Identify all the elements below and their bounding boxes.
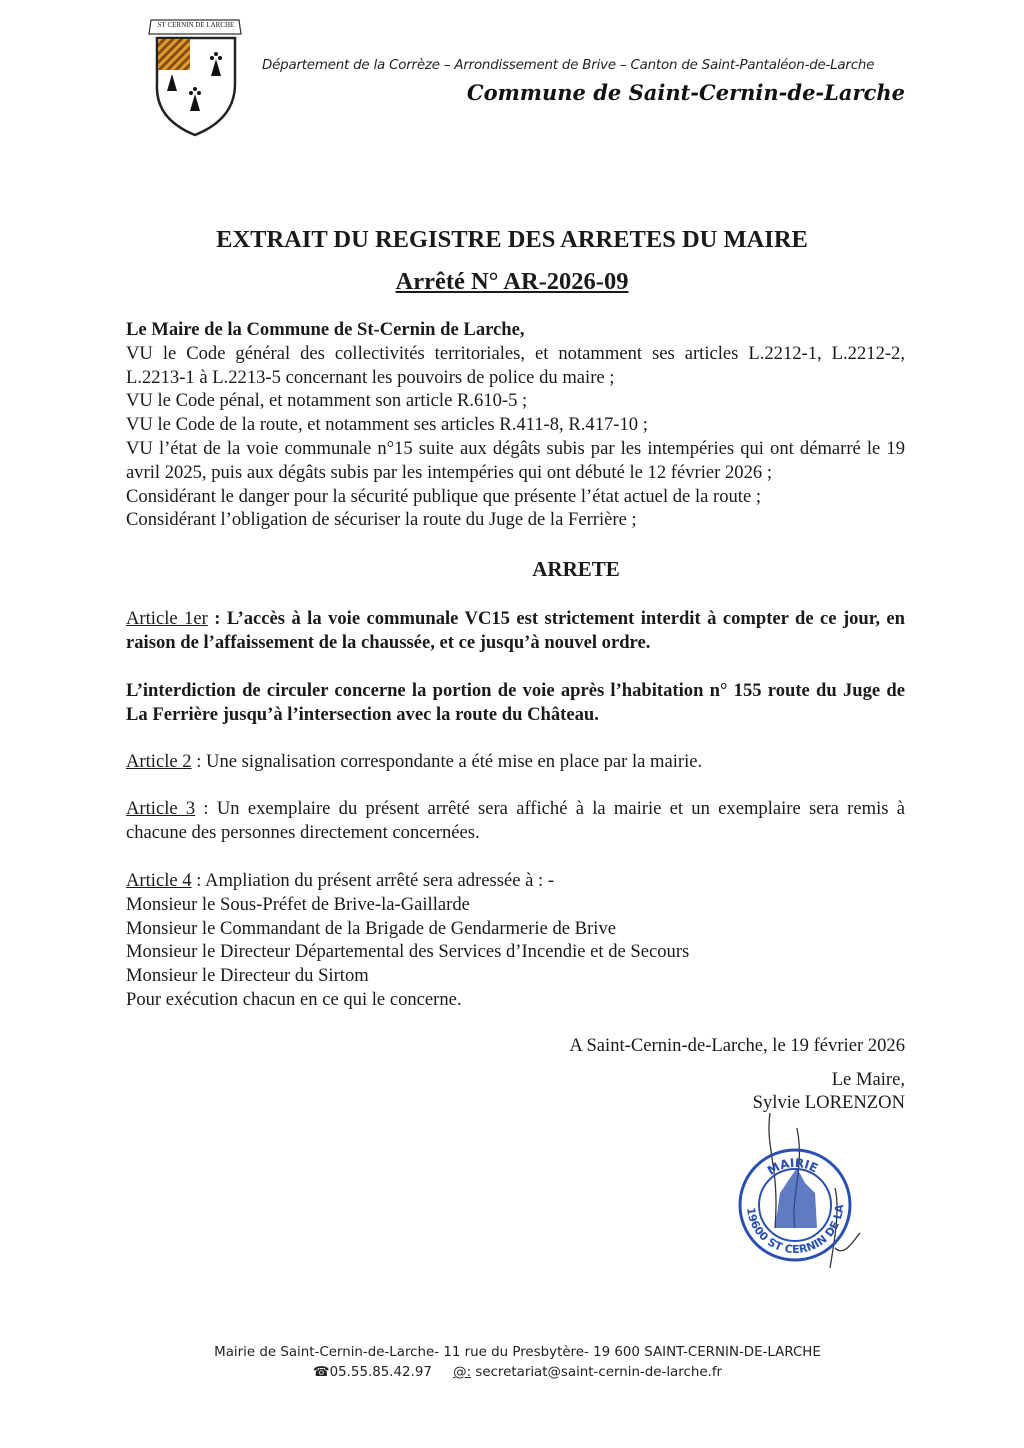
official-stamp (735, 1108, 865, 1278)
header-department-line: Département de la Corrèze – Arrondissement de Brive – Canton de Saint-Pantaléon-de-Larche (262, 58, 875, 73)
article-4 (126, 869, 905, 1012)
vu-etat-voie: VU l’état de la voie communale n°15 suite aux dégâts subis par les intempéries qui ont démarré le 19 avril 2025, puis aux dégâts subis par les intempéries qui ont débuté le 12 février 2026 ; (126, 437, 905, 483)
email-icon: @: (453, 1365, 472, 1380)
recipient: Monsieur le Commandant de la Brigade de Gendarmerie de Brive (126, 917, 616, 939)
arrete-number: Arrêté N° AR-2026-09 (395, 268, 629, 295)
footer-email[interactable]: secretariat@saint-cernin-de-larche.fr (475, 1365, 723, 1380)
article-1 (126, 607, 905, 655)
decision-heading: ARRETE (532, 557, 620, 581)
preamble (126, 318, 905, 532)
footer-address: Mairie de Saint-Cernin-de-Larche- 11 rue du Presbytère- 19 600 SAINT-CERNIN-DE-LARCHE (214, 1345, 821, 1360)
signature-role: Le Maire, (831, 1069, 905, 1090)
article-4-label: Article 4 (126, 870, 192, 891)
vu-code-penal: VU le Code pénal, et notamment son article R.610-5 ; (126, 390, 528, 412)
article-3 (126, 797, 905, 845)
article-2 (126, 750, 905, 774)
commune-crest (145, 14, 245, 138)
article-3-text: : Un exemplaire du présent arrêté sera affiché à la mairie et un exemplaire sera remis à chacune des personnes directement concernées. (126, 798, 905, 843)
vu-code-route: VU le Code de la route, et notamment ses articles R.411-8, R.417-10 ; (126, 414, 648, 436)
vu-cgct: VU le Code général des collectivités territoriales, et notamment ses articles L.2212-1, L.2212-2, L.2213-1 à L.2213-5 concernant les pouvoirs de police du maire ; (126, 342, 905, 388)
considerant-danger: Considérant le danger pour la sécurité publique que présente l’état actuel de la route ; (126, 485, 762, 507)
header-commune-name: Commune de Saint-Cernin-de-Larche (466, 80, 905, 105)
stamp-bottom-text: 19600 ST CERNIN DE LA (743, 1203, 847, 1257)
article-4-text: : Ampliation du présent arrêté sera adressée à : - (191, 870, 555, 891)
phone-icon: ☎ (312, 1365, 330, 1380)
signature-name: Sylvie LORENZON (752, 1092, 905, 1113)
article-3-label: Article 3 (126, 798, 196, 819)
article-1-text: : L’accès à la voie communale VC15 est strictement interdit à compter de ce jour, en raison de l’affaissement de la chaussée, et ce jusqu’à nouvel ordre. (126, 608, 905, 653)
recipient: Monsieur le Directeur Départemental des Services d’Incendie et de Secours (126, 941, 690, 963)
article-1-detail: L’interdiction de circuler concerne la portion de voie après l’habitation n° 155 route du Juge de La Ferrière jusqu’à l’intersection avec la route du Château. (126, 680, 905, 725)
recipient: Monsieur le Sous-Préfet de Brive-la-Gaillarde (126, 893, 470, 915)
article-2-label: Article 2 (126, 751, 192, 772)
stamp-top-text: MAIRIE (764, 1155, 821, 1178)
place-date: A Saint-Cernin-de-Larche, le 19 février 2026 (569, 1035, 905, 1056)
document-title: EXTRAIT DU REGISTRE DES ARRETES DU MAIRE (216, 226, 808, 253)
mayor-intro: Le Maire de la Commune de St-Cernin de Larche, (126, 319, 525, 340)
article-2-text: : Une signalisation correspondante a été mise en place par la mairie. (191, 751, 703, 772)
crest-banner-text: ST CERNIN DE LARCHE (157, 21, 235, 29)
execution-note: Pour exécution chacun en ce qui le concerne. (126, 988, 462, 1010)
considerant-obligation: Considérant l’obligation de sécuriser la route du Juge de la Ferrière ; (126, 509, 637, 531)
article-1-label: Article 1er (126, 608, 208, 629)
recipient: Monsieur le Directeur du Sirtom (126, 965, 369, 987)
footer-contact (0, 1365, 1024, 1380)
footer-phone: 05.55.85.42.97 (329, 1365, 432, 1380)
